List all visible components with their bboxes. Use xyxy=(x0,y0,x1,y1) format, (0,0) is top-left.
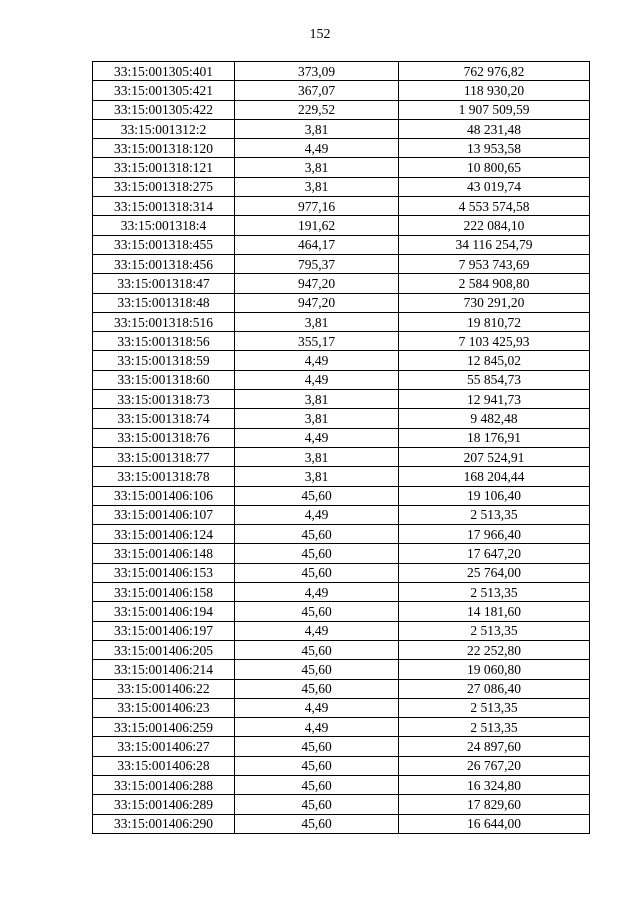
table-row xyxy=(93,660,590,679)
cadastral-number-cell: 33:15:001318:77 xyxy=(93,447,235,466)
area-cell: 3,81 xyxy=(235,158,399,177)
area-cell: 45,60 xyxy=(235,679,399,698)
cadastral-number-cell: 33:15:001318:47 xyxy=(93,274,235,293)
cadastral-number-cell: 33:15:001318:314 xyxy=(93,197,235,216)
table-row xyxy=(93,293,590,312)
cadastral-number-cell: 33:15:001406:23 xyxy=(93,698,235,717)
area-cell: 45,60 xyxy=(235,756,399,775)
table-row xyxy=(93,775,590,794)
cadastral-number-cell: 33:15:001406:205 xyxy=(93,640,235,659)
value-cell: 2 513,35 xyxy=(399,505,590,524)
value-cell: 222 084,10 xyxy=(399,216,590,235)
area-cell: 45,60 xyxy=(235,795,399,814)
value-cell: 17 829,60 xyxy=(399,795,590,814)
area-cell: 4,49 xyxy=(235,370,399,389)
cadastral-number-cell: 33:15:001305:422 xyxy=(93,100,235,119)
table-row xyxy=(93,312,590,331)
value-cell: 2 513,35 xyxy=(399,583,590,602)
cadastral-number-cell: 33:15:001406:197 xyxy=(93,621,235,640)
area-cell: 45,60 xyxy=(235,640,399,659)
area-cell: 45,60 xyxy=(235,544,399,563)
table-row xyxy=(93,409,590,428)
table-row xyxy=(93,563,590,582)
cadastral-number-cell: 33:15:001318:74 xyxy=(93,409,235,428)
value-cell: 168 204,44 xyxy=(399,467,590,486)
cadastral-number-cell: 33:15:001406:148 xyxy=(93,544,235,563)
data-table xyxy=(92,61,590,834)
table-row xyxy=(93,254,590,273)
table-row xyxy=(93,814,590,833)
value-cell: 12 941,73 xyxy=(399,390,590,409)
area-cell: 367,07 xyxy=(235,81,399,100)
table-row xyxy=(93,525,590,544)
cadastral-number-cell: 33:15:001406:214 xyxy=(93,660,235,679)
value-cell: 4 553 574,58 xyxy=(399,197,590,216)
value-cell: 26 767,20 xyxy=(399,756,590,775)
area-cell: 45,60 xyxy=(235,775,399,794)
cadastral-number-cell: 33:15:001318:4 xyxy=(93,216,235,235)
value-cell: 2 513,35 xyxy=(399,621,590,640)
area-cell: 45,60 xyxy=(235,525,399,544)
area-cell: 45,60 xyxy=(235,486,399,505)
table-row xyxy=(93,158,590,177)
area-cell: 4,49 xyxy=(235,505,399,524)
area-cell: 3,81 xyxy=(235,312,399,331)
table-row xyxy=(93,679,590,698)
table-row xyxy=(93,544,590,563)
cadastral-number-cell: 33:15:001312:2 xyxy=(93,119,235,138)
area-cell: 3,81 xyxy=(235,390,399,409)
cadastral-number-cell: 33:15:001318:56 xyxy=(93,332,235,351)
value-cell: 19 810,72 xyxy=(399,312,590,331)
value-cell: 2 513,35 xyxy=(399,718,590,737)
table-row xyxy=(93,100,590,119)
cadastral-number-cell: 33:15:001406:158 xyxy=(93,583,235,602)
cadastral-number-cell: 33:15:001406:28 xyxy=(93,756,235,775)
area-cell: 45,60 xyxy=(235,602,399,621)
value-cell: 17 647,20 xyxy=(399,544,590,563)
value-cell: 2 513,35 xyxy=(399,698,590,717)
table-row xyxy=(93,795,590,814)
cadastral-number-cell: 33:15:001318:73 xyxy=(93,390,235,409)
cadastral-number-cell: 33:15:001318:121 xyxy=(93,158,235,177)
value-cell: 7 953 743,69 xyxy=(399,254,590,273)
cadastral-number-cell: 33:15:001318:59 xyxy=(93,351,235,370)
table-row xyxy=(93,698,590,717)
table-row xyxy=(93,621,590,640)
value-cell: 10 800,65 xyxy=(399,158,590,177)
area-cell: 229,52 xyxy=(235,100,399,119)
table-row xyxy=(93,390,590,409)
value-cell: 34 116 254,79 xyxy=(399,235,590,254)
table-row xyxy=(93,467,590,486)
cadastral-number-cell: 33:15:001318:455 xyxy=(93,235,235,254)
cadastral-number-cell: 33:15:001406:27 xyxy=(93,737,235,756)
table-row xyxy=(93,737,590,756)
cadastral-number-cell: 33:15:001406:107 xyxy=(93,505,235,524)
value-cell: 16 644,00 xyxy=(399,814,590,833)
table-row xyxy=(93,274,590,293)
area-cell: 947,20 xyxy=(235,293,399,312)
area-cell: 464,17 xyxy=(235,235,399,254)
area-cell: 373,09 xyxy=(235,62,399,81)
area-cell: 45,60 xyxy=(235,660,399,679)
area-cell: 45,60 xyxy=(235,563,399,582)
area-cell: 795,37 xyxy=(235,254,399,273)
cadastral-number-cell: 33:15:001406:106 xyxy=(93,486,235,505)
area-cell: 977,16 xyxy=(235,197,399,216)
area-cell: 4,49 xyxy=(235,621,399,640)
value-cell: 762 976,82 xyxy=(399,62,590,81)
value-cell: 43 019,74 xyxy=(399,177,590,196)
table-row xyxy=(93,235,590,254)
area-cell: 3,81 xyxy=(235,119,399,138)
area-cell: 3,81 xyxy=(235,177,399,196)
value-cell: 2 584 908,80 xyxy=(399,274,590,293)
area-cell: 947,20 xyxy=(235,274,399,293)
cadastral-number-cell: 33:15:001318:48 xyxy=(93,293,235,312)
area-cell: 45,60 xyxy=(235,737,399,756)
area-cell: 4,49 xyxy=(235,139,399,158)
cadastral-number-cell: 33:15:001406:22 xyxy=(93,679,235,698)
area-cell: 3,81 xyxy=(235,409,399,428)
value-cell: 19 060,80 xyxy=(399,660,590,679)
table-row xyxy=(93,139,590,158)
value-cell: 22 252,80 xyxy=(399,640,590,659)
area-cell: 4,49 xyxy=(235,583,399,602)
cadastral-number-cell: 33:15:001318:120 xyxy=(93,139,235,158)
value-cell: 13 953,58 xyxy=(399,139,590,158)
value-cell: 7 103 425,93 xyxy=(399,332,590,351)
table-row xyxy=(93,119,590,138)
table-row xyxy=(93,351,590,370)
value-cell: 14 181,60 xyxy=(399,602,590,621)
cadastral-number-cell: 33:15:001318:456 xyxy=(93,254,235,273)
cadastral-number-cell: 33:15:001318:76 xyxy=(93,428,235,447)
cadastral-number-cell: 33:15:001406:290 xyxy=(93,814,235,833)
table-row xyxy=(93,62,590,81)
table-row xyxy=(93,756,590,775)
cadastral-number-cell: 33:15:001406:289 xyxy=(93,795,235,814)
value-cell: 55 854,73 xyxy=(399,370,590,389)
table-row xyxy=(93,602,590,621)
area-cell: 4,49 xyxy=(235,351,399,370)
area-cell: 4,49 xyxy=(235,428,399,447)
value-cell: 207 524,91 xyxy=(399,447,590,466)
value-cell: 730 291,20 xyxy=(399,293,590,312)
value-cell: 48 231,48 xyxy=(399,119,590,138)
table-row xyxy=(93,370,590,389)
table-row xyxy=(93,447,590,466)
table-row xyxy=(93,197,590,216)
value-cell: 9 482,48 xyxy=(399,409,590,428)
cadastral-number-cell: 33:15:001318:60 xyxy=(93,370,235,389)
area-cell: 4,49 xyxy=(235,718,399,737)
area-cell: 191,62 xyxy=(235,216,399,235)
value-cell: 12 845,02 xyxy=(399,351,590,370)
value-cell: 25 764,00 xyxy=(399,563,590,582)
table-row xyxy=(93,486,590,505)
table-row xyxy=(93,81,590,100)
area-cell: 3,81 xyxy=(235,467,399,486)
table-row xyxy=(93,428,590,447)
value-cell: 24 897,60 xyxy=(399,737,590,756)
value-cell: 27 086,40 xyxy=(399,679,590,698)
table-row xyxy=(93,505,590,524)
table-row xyxy=(93,583,590,602)
table-row xyxy=(93,718,590,737)
cadastral-number-cell: 33:15:001406:153 xyxy=(93,563,235,582)
cadastral-number-cell: 33:15:001305:421 xyxy=(93,81,235,100)
cadastral-number-cell: 33:15:001318:275 xyxy=(93,177,235,196)
table-row xyxy=(93,640,590,659)
value-cell: 118 930,20 xyxy=(399,81,590,100)
cadastral-number-cell: 33:15:001406:124 xyxy=(93,525,235,544)
area-cell: 3,81 xyxy=(235,447,399,466)
area-cell: 355,17 xyxy=(235,332,399,351)
value-cell: 16 324,80 xyxy=(399,775,590,794)
value-cell: 18 176,91 xyxy=(399,428,590,447)
table-row xyxy=(93,177,590,196)
table-body xyxy=(93,62,590,834)
cadastral-number-cell: 33:15:001318:516 xyxy=(93,312,235,331)
table-row xyxy=(93,332,590,351)
area-cell: 45,60 xyxy=(235,814,399,833)
cadastral-number-cell: 33:15:001305:401 xyxy=(93,62,235,81)
area-cell: 4,49 xyxy=(235,698,399,717)
value-cell: 19 106,40 xyxy=(399,486,590,505)
value-cell: 1 907 509,59 xyxy=(399,100,590,119)
table-row xyxy=(93,216,590,235)
cadastral-number-cell: 33:15:001406:288 xyxy=(93,775,235,794)
value-cell: 17 966,40 xyxy=(399,525,590,544)
cadastral-number-cell: 33:15:001318:78 xyxy=(93,467,235,486)
page-number: 152 xyxy=(309,27,331,42)
cadastral-number-cell: 33:15:001406:259 xyxy=(93,718,235,737)
cadastral-number-cell: 33:15:001406:194 xyxy=(93,602,235,621)
